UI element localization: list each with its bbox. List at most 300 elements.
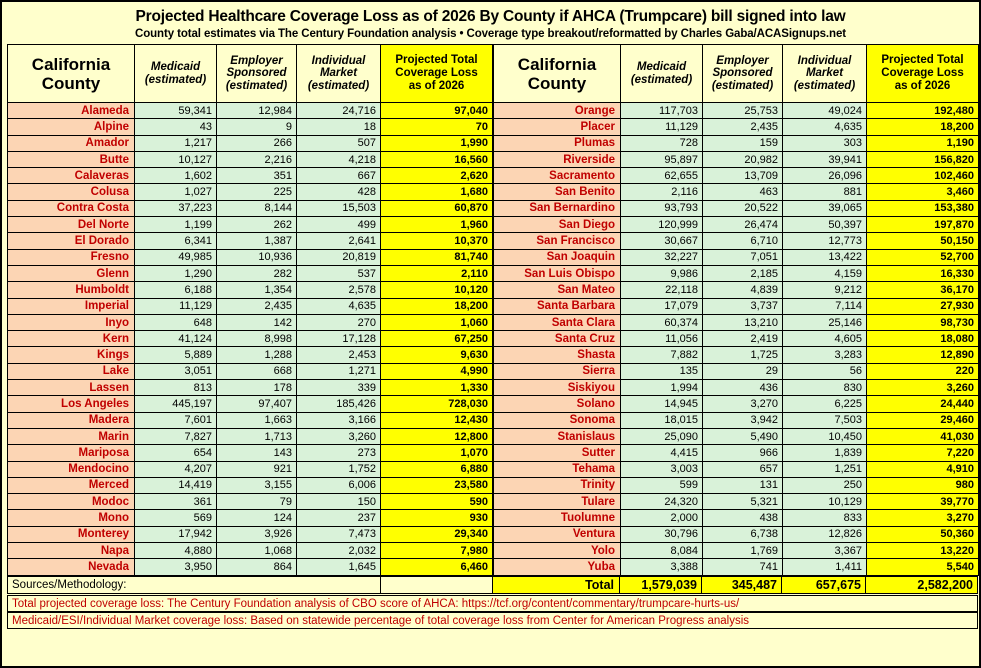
cell-projected-total: 4,910 [867,461,979,477]
cell-county: San Joaquin [494,249,621,265]
table-row [494,168,979,184]
cell-county: Shasta [494,347,621,363]
cell-employer-sponsored: 5,321 [703,494,783,510]
cell-county: Imperial [8,298,135,314]
cell-medicaid: 18,015 [621,412,703,428]
table-row [8,380,493,396]
cell-county: San Bernardino [494,200,621,216]
cell-individual-market: 830 [783,380,867,396]
cell-county: Sonoma [494,412,621,428]
cell-individual-market: 10,129 [783,494,867,510]
table-row [8,510,493,526]
cell-projected-total: 36,170 [867,282,979,298]
table-row [494,510,979,526]
cell-employer-sponsored: 3,270 [703,396,783,412]
cell-projected-total: 12,430 [381,412,493,428]
table-row [8,151,493,167]
cell-projected-total: 220 [867,363,979,379]
cell-individual-market: 303 [783,135,867,151]
cell-medicaid: 4,207 [135,461,217,477]
table-row [494,461,979,477]
cell-individual-market: 250 [783,477,867,493]
cell-county: Riverside [494,151,621,167]
grand-total-esi: 345,487 [702,576,782,593]
cell-county: El Dorado [8,233,135,249]
cell-medicaid: 5,889 [135,347,217,363]
cell-medicaid: 3,003 [621,461,703,477]
table-row [494,151,979,167]
cell-employer-sponsored: 8,998 [217,331,297,347]
table-row [494,494,979,510]
table-row [494,363,979,379]
cell-medicaid: 25,090 [621,428,703,444]
coverage-table-left [7,44,493,576]
cell-individual-market: 270 [297,314,381,330]
cell-county: Yolo [494,543,621,559]
cell-county: Sutter [494,445,621,461]
col-header-esi [703,45,783,103]
cell-individual-market: 49,024 [783,103,867,119]
cell-projected-total: 1,060 [381,314,493,330]
table-row [8,543,493,559]
cell-employer-sponsored: 463 [703,184,783,200]
cell-projected-total: 980 [867,477,979,493]
cell-projected-total: 16,560 [381,151,493,167]
table-row [8,135,493,151]
cell-projected-total: 4,990 [381,363,493,379]
table-row [494,298,979,314]
cell-employer-sponsored: 741 [703,559,783,575]
cell-medicaid: 49,985 [135,249,217,265]
cell-county: Stanislaus [494,428,621,444]
cell-medicaid: 1,217 [135,135,217,151]
cell-county: Santa Cruz [494,331,621,347]
table-row [8,103,493,119]
cell-county: Solano [494,396,621,412]
cell-employer-sponsored: 97,407 [217,396,297,412]
cell-medicaid: 648 [135,314,217,330]
table-row [494,249,979,265]
cell-individual-market: 25,146 [783,314,867,330]
cell-projected-total: 590 [381,494,493,510]
cell-county: Inyo [8,314,135,330]
cell-county: Plumas [494,135,621,151]
cell-projected-total: 24,440 [867,396,979,412]
cell-individual-market: 3,260 [297,428,381,444]
cell-projected-total: 1,680 [381,184,493,200]
cell-individual-market: 667 [297,168,381,184]
cell-projected-total: 97,040 [381,103,493,119]
col-header-county-line1: California [31,54,111,74]
col-header-county [494,45,621,103]
col-header-total-line2: Coverage Loss [881,67,964,79]
cell-individual-market: 18 [297,119,381,135]
table-row [8,461,493,477]
cell-medicaid: 120,999 [621,217,703,233]
cell-county: Sacramento [494,168,621,184]
cell-employer-sponsored: 1,713 [217,428,297,444]
col-header-total-line1: Projected Total [395,54,478,66]
table-row [8,282,493,298]
cell-individual-market: 1,251 [783,461,867,477]
cell-projected-total: 1,960 [381,217,493,233]
grand-total-individual: 657,675 [782,576,866,593]
cell-employer-sponsored: 1,387 [217,233,297,249]
cell-individual-market: 4,218 [297,151,381,167]
cell-employer-sponsored: 13,709 [703,168,783,184]
cell-projected-total: 16,330 [867,265,979,281]
cell-individual-market: 507 [297,135,381,151]
col-header-county-line1: California [517,54,597,74]
table-row [8,331,493,347]
cell-projected-total: 50,360 [867,526,979,542]
table-row [8,559,493,575]
tables-wrapper [2,44,979,576]
cell-employer-sponsored: 124 [217,510,297,526]
cell-county: Los Angeles [8,396,135,412]
cell-projected-total: 6,880 [381,461,493,477]
table-row [494,184,979,200]
table-row [494,428,979,444]
table-body-left [8,103,493,576]
cell-county: San Benito [494,184,621,200]
cell-employer-sponsored: 3,942 [703,412,783,428]
cell-employer-sponsored: 159 [703,135,783,151]
cell-employer-sponsored: 1,068 [217,543,297,559]
col-header-medicaid-line2: (estimated) [630,73,693,86]
cell-employer-sponsored: 6,738 [703,526,783,542]
col-header-esi-line2: Sponsored [226,67,287,80]
table-row [8,445,493,461]
cell-individual-market: 3,367 [783,543,867,559]
cell-medicaid: 6,341 [135,233,217,249]
cell-employer-sponsored: 20,982 [703,151,783,167]
cell-county: Mariposa [8,445,135,461]
cell-county: Tuolumne [494,510,621,526]
cell-medicaid: 135 [621,363,703,379]
cell-projected-total: 18,200 [867,119,979,135]
cell-individual-market: 4,605 [783,331,867,347]
cell-projected-total: 27,930 [867,298,979,314]
cell-individual-market: 150 [297,494,381,510]
col-header-medicaid-line1: Medicaid [636,61,687,73]
table-row [8,363,493,379]
cell-projected-total: 29,340 [381,526,493,542]
table-row [8,494,493,510]
cell-medicaid: 4,415 [621,445,703,461]
cell-individual-market: 428 [297,184,381,200]
cell-projected-total: 728,030 [381,396,493,412]
cell-medicaid: 728 [621,135,703,151]
cell-employer-sponsored: 29 [703,363,783,379]
cell-medicaid: 7,601 [135,412,217,428]
cell-individual-market: 26,096 [783,168,867,184]
cell-county: Santa Barbara [494,298,621,314]
cell-county: Modoc [8,494,135,510]
cell-county: Nevada [8,559,135,575]
table-row [494,331,979,347]
cell-individual-market: 833 [783,510,867,526]
cell-projected-total: 192,480 [867,103,979,119]
cell-employer-sponsored: 2,216 [217,151,297,167]
cell-individual-market: 9,212 [783,282,867,298]
cell-medicaid: 3,051 [135,363,217,379]
cell-county: Trinity [494,477,621,493]
col-header-individual-line2: Market [319,67,358,80]
table-header-row [494,45,979,103]
table-row [494,200,979,216]
cell-medicaid: 7,882 [621,347,703,363]
cell-employer-sponsored: 966 [703,445,783,461]
col-header-county-line2: County [527,73,587,93]
cell-county: San Diego [494,217,621,233]
cell-projected-total: 23,580 [381,477,493,493]
totals-table [7,576,978,594]
cell-county: Ventura [494,526,621,542]
cell-employer-sponsored: 225 [217,184,297,200]
cell-medicaid: 7,827 [135,428,217,444]
table-row [494,217,979,233]
cell-medicaid: 2,000 [621,510,703,526]
cell-medicaid: 43 [135,119,217,135]
table-row [8,200,493,216]
cell-projected-total: 67,250 [381,331,493,347]
grand-total-label: Total [493,576,620,593]
cell-employer-sponsored: 10,936 [217,249,297,265]
table-row [494,445,979,461]
cell-medicaid: 8,084 [621,543,703,559]
col-header-medicaid-line2: (estimated) [144,73,207,86]
cell-medicaid: 14,419 [135,477,217,493]
cell-projected-total: 50,150 [867,233,979,249]
cell-employer-sponsored: 3,737 [703,298,783,314]
cell-individual-market: 3,283 [783,347,867,363]
footer-totals [2,576,979,594]
cell-county: Mendocino [8,461,135,477]
cell-employer-sponsored: 1,288 [217,347,297,363]
cell-medicaid: 17,079 [621,298,703,314]
cell-individual-market: 56 [783,363,867,379]
cell-employer-sponsored: 2,435 [217,298,297,314]
table-row [8,298,493,314]
col-header-medicaid [621,45,703,103]
cell-employer-sponsored: 8,144 [217,200,297,216]
grand-total-medicaid: 1,579,039 [620,576,702,593]
col-header-total [381,45,493,103]
cell-employer-sponsored: 266 [217,135,297,151]
cell-medicaid: 1,199 [135,217,217,233]
cell-projected-total: 18,080 [867,331,979,347]
table-row [8,526,493,542]
cell-employer-sponsored: 13,210 [703,314,783,330]
col-header-individual-line1: Individual [311,54,366,67]
col-header-individual-line3: (estimated) [793,79,856,92]
cell-individual-market: 1,645 [297,559,381,575]
cell-county: Lassen [8,380,135,396]
table-row [8,314,493,330]
col-header-total [867,45,979,103]
cell-medicaid: 1,602 [135,168,217,184]
cell-county: Humboldt [8,282,135,298]
table-row [494,314,979,330]
cell-individual-market: 1,411 [783,559,867,575]
table-row [8,184,493,200]
cell-medicaid: 1,027 [135,184,217,200]
cell-medicaid: 62,655 [621,168,703,184]
cell-medicaid: 599 [621,477,703,493]
table-row [494,559,979,575]
cell-county: Contra Costa [8,200,135,216]
cell-county: Tehama [494,461,621,477]
cell-employer-sponsored: 6,710 [703,233,783,249]
cell-employer-sponsored: 5,490 [703,428,783,444]
col-header-esi-line1: Employer [716,54,769,67]
cell-employer-sponsored: 1,354 [217,282,297,298]
col-header-total-line3: as of 2026 [894,80,951,92]
cell-county: Madera [8,412,135,428]
cell-individual-market: 3,166 [297,412,381,428]
cell-county: Alpine [8,119,135,135]
cell-individual-market: 2,032 [297,543,381,559]
cell-individual-market: 12,826 [783,526,867,542]
cell-employer-sponsored: 26,474 [703,217,783,233]
cell-projected-total: 153,380 [867,200,979,216]
table-row [8,412,493,428]
cell-county: Colusa [8,184,135,200]
cell-county: Lake [8,363,135,379]
cell-projected-total: 3,460 [867,184,979,200]
cell-employer-sponsored: 668 [217,363,297,379]
cell-medicaid: 11,129 [621,119,703,135]
table-row [494,380,979,396]
cell-county: Alameda [8,103,135,119]
cell-projected-total: 2,110 [381,265,493,281]
cell-individual-market: 1,752 [297,461,381,477]
cell-projected-total: 13,220 [867,543,979,559]
cell-medicaid: 59,341 [135,103,217,119]
cell-county: Santa Clara [494,314,621,330]
col-header-individual-line2: Market [805,67,844,80]
cell-projected-total: 7,220 [867,445,979,461]
cell-individual-market: 1,271 [297,363,381,379]
cell-county: Kings [8,347,135,363]
table-row [8,347,493,363]
cell-individual-market: 39,941 [783,151,867,167]
cell-projected-total: 18,200 [381,298,493,314]
cell-projected-total: 98,730 [867,314,979,330]
cell-employer-sponsored: 657 [703,461,783,477]
cell-individual-market: 537 [297,265,381,281]
cell-projected-total: 1,190 [867,135,979,151]
cell-medicaid: 361 [135,494,217,510]
sources-spacer [381,576,493,593]
cell-individual-market: 7,503 [783,412,867,428]
cell-individual-market: 185,426 [297,396,381,412]
cell-individual-market: 273 [297,445,381,461]
cell-projected-total: 930 [381,510,493,526]
cell-employer-sponsored: 2,419 [703,331,783,347]
cell-county: Siskiyou [494,380,621,396]
cell-employer-sponsored: 282 [217,265,297,281]
table-row [494,103,979,119]
cell-employer-sponsored: 142 [217,314,297,330]
cell-projected-total: 52,700 [867,249,979,265]
col-header-individual [297,45,381,103]
cell-employer-sponsored: 178 [217,380,297,396]
cell-medicaid: 93,793 [621,200,703,216]
cell-individual-market: 4,159 [783,265,867,281]
cell-employer-sponsored: 262 [217,217,297,233]
cell-medicaid: 17,942 [135,526,217,542]
cell-employer-sponsored: 1,769 [703,543,783,559]
table-body-right [494,103,979,576]
cell-county: Napa [8,543,135,559]
cell-projected-total: 3,260 [867,380,979,396]
cell-county: Marin [8,428,135,444]
cell-medicaid: 2,116 [621,184,703,200]
totals-row [8,576,978,593]
cell-individual-market: 39,065 [783,200,867,216]
cell-individual-market: 7,114 [783,298,867,314]
cell-medicaid: 3,388 [621,559,703,575]
col-header-county-line2: County [41,73,101,93]
cell-projected-total: 12,890 [867,347,979,363]
cell-county: Mono [8,510,135,526]
cell-projected-total: 70 [381,119,493,135]
cell-projected-total: 102,460 [867,168,979,184]
cell-county: Sierra [494,363,621,379]
cell-employer-sponsored: 25,753 [703,103,783,119]
cell-medicaid: 569 [135,510,217,526]
cell-projected-total: 197,870 [867,217,979,233]
cell-employer-sponsored: 436 [703,380,783,396]
cell-individual-market: 17,128 [297,331,381,347]
cell-projected-total: 2,620 [381,168,493,184]
cell-projected-total: 1,990 [381,135,493,151]
cell-medicaid: 1,290 [135,265,217,281]
col-header-individual-line1: Individual [797,54,852,67]
col-header-medicaid [135,45,217,103]
cell-projected-total: 12,800 [381,428,493,444]
cell-employer-sponsored: 20,522 [703,200,783,216]
cell-employer-sponsored: 351 [217,168,297,184]
cell-individual-market: 24,716 [297,103,381,119]
cell-county: Calaveras [8,168,135,184]
cell-medicaid: 10,127 [135,151,217,167]
cell-employer-sponsored: 3,155 [217,477,297,493]
cell-individual-market: 499 [297,217,381,233]
cell-individual-market: 237 [297,510,381,526]
cell-employer-sponsored: 7,051 [703,249,783,265]
cell-individual-market: 1,839 [783,445,867,461]
cell-projected-total: 5,540 [867,559,979,575]
cell-county: Tulare [494,494,621,510]
table-row [8,119,493,135]
cell-employer-sponsored: 3,926 [217,526,297,542]
cell-county: San Luis Obispo [494,265,621,281]
col-header-county [8,45,135,103]
cell-medicaid: 813 [135,380,217,396]
cell-individual-market: 4,635 [783,119,867,135]
table-row [494,347,979,363]
cell-medicaid: 95,897 [621,151,703,167]
cell-projected-total: 39,770 [867,494,979,510]
cell-individual-market: 339 [297,380,381,396]
cell-medicaid: 60,374 [621,314,703,330]
cell-individual-market: 13,422 [783,249,867,265]
cell-medicaid: 22,118 [621,282,703,298]
cell-individual-market: 50,397 [783,217,867,233]
